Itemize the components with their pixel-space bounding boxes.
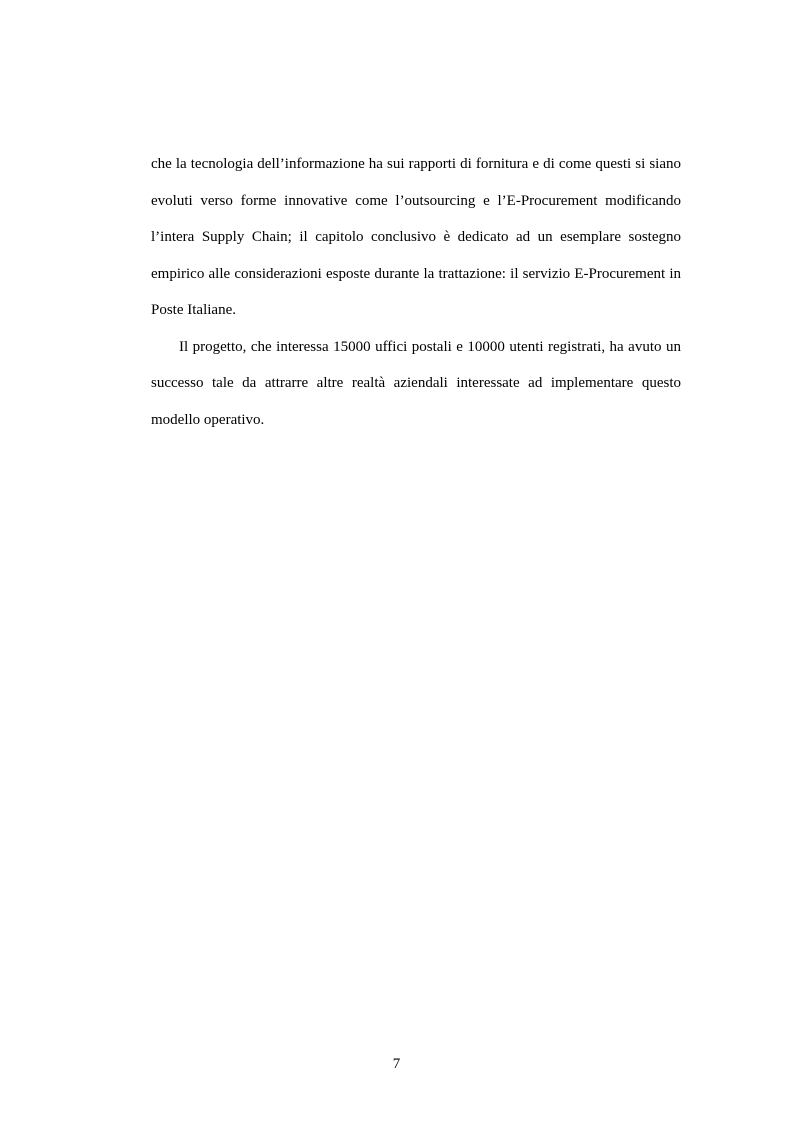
paragraph-progetto: Il progetto, che interessa 15000 uffici postali e 10000 utenti registrati, ha avuto un successo tale da attrarre altre realtà aziendali interessate ad implementare questo modello operativo. — [151, 338, 681, 428]
body-text — [151, 146, 681, 438]
paragraph-continuation: che la tecnologia dell’informazione ha sui rapporti di fornitura e di come questi si siano evoluti verso forme innovative come l’outsourcing e l’E-Procurement modificando l’intera Supply Chain; il capitolo conclusivo è dedicato ad un esemplare sostegno empirico alle considerazioni esposte durante la trattazione: il servizio E-Procurement in Poste Italiane. — [151, 156, 681, 318]
page-number: 7 — [392, 1056, 401, 1072]
